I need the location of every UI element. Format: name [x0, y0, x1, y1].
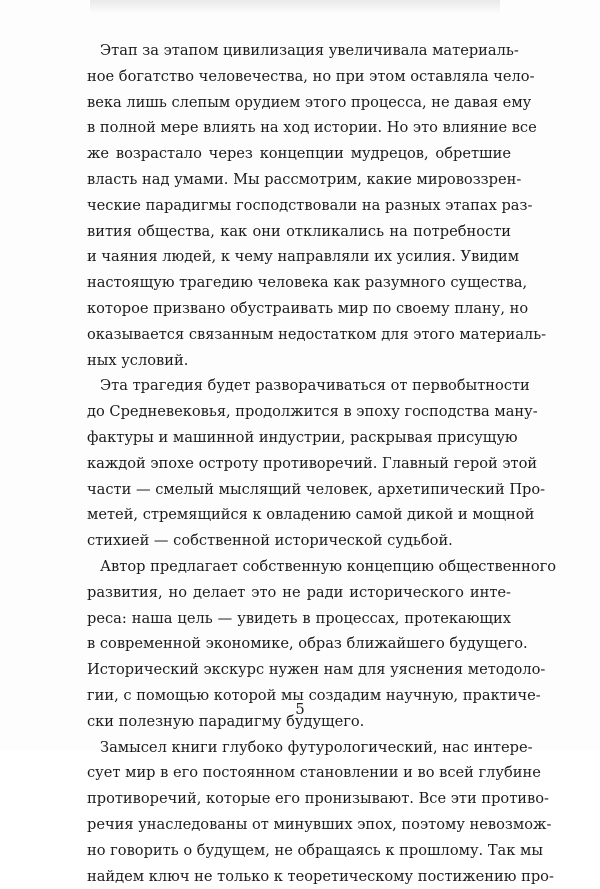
text-line: оказывается связанным недостатком для этого материаль- — [87, 322, 511, 348]
text-line: же возрастало через концепции мудрецов, обретшие — [87, 141, 511, 167]
text-line: и чаяния людей, к чему направляли их усилия. Увидим — [87, 244, 511, 270]
text-line: ски полезную парадигму будущего. — [87, 709, 511, 735]
page-number: 5 — [0, 700, 600, 718]
text-line: ное богатство человечества, но при этом оставляла чело- — [87, 64, 511, 90]
text-line: настоящую трагедию человека как разумного существа, — [87, 270, 511, 296]
text-line: найдем ключ не только к теоретическому постижению про- — [87, 864, 511, 889]
text-line: но говорить о будущем, не обращаясь к прошлому. Так мы — [87, 838, 511, 864]
text-line: Исторический экскурс нужен нам для уяснения методоло- — [87, 657, 511, 683]
text-line: века лишь слепым орудием этого процесса, не давая ему — [87, 90, 511, 116]
text-line: Автор предлагает собственную концепцию общественного — [87, 554, 511, 580]
text-line: в современной экономике, образ ближайшего будущего. — [87, 631, 511, 657]
text-line: Эта трагедия будет разворачиваться от первобытности — [87, 373, 511, 399]
previous-page-bleed — [90, 0, 500, 14]
text-line: фактуры и машинной индустрии, раскрывая присущую — [87, 425, 511, 451]
text-line: сует мир в его постоянном становлении и во всей глубине — [87, 760, 511, 786]
text-line: противоречий, которые его пронизывают. Все эти противо- — [87, 786, 511, 812]
text-line: Замысел книги глубоко футурологический, нас интере- — [87, 735, 511, 761]
text-line: в полной мере влиять на ход истории. Но это влияние все — [87, 115, 511, 141]
text-line: реса: наша цель — увидеть в процессах, протекающих — [87, 606, 511, 632]
paragraph-4 — [87, 735, 511, 889]
text-line: речия унаследованы от минувших эпох, поэтому невозмож- — [87, 812, 511, 838]
text-line: до Средневековья, продолжится в эпоху господства ману- — [87, 399, 511, 425]
paragraph-2 — [87, 373, 511, 554]
text-line: гии, с помощью которой мы создадим научную, практиче- — [87, 683, 511, 709]
text-line: вития общества, как они откликались на потребности — [87, 219, 511, 245]
text-line: метей, стремящийся к овладению самой дикой и мощной — [87, 502, 511, 528]
text-line: ческие парадигмы господствовали на разных этапах раз- — [87, 193, 511, 219]
text-line: каждой эпохе остроту противоречий. Главный герой этой — [87, 451, 511, 477]
text-line: развития, но делает это не ради исторического инте- — [87, 580, 511, 606]
text-line: стихией — собственной исторической судьбой. — [87, 528, 511, 554]
text-line: власть над умами. Мы рассмотрим, какие мировоззрен- — [87, 167, 511, 193]
text-line: которое призвано обустраивать мир по своему плану, но — [87, 296, 511, 322]
text-line: ных условий. — [87, 348, 511, 374]
paragraph-1 — [87, 38, 511, 373]
body-text — [87, 38, 511, 889]
text-line: Этап за этапом цивилизация увеличивала материаль- — [87, 38, 511, 64]
text-line: части — смелый мыслящий человек, архетипический Про- — [87, 477, 511, 503]
